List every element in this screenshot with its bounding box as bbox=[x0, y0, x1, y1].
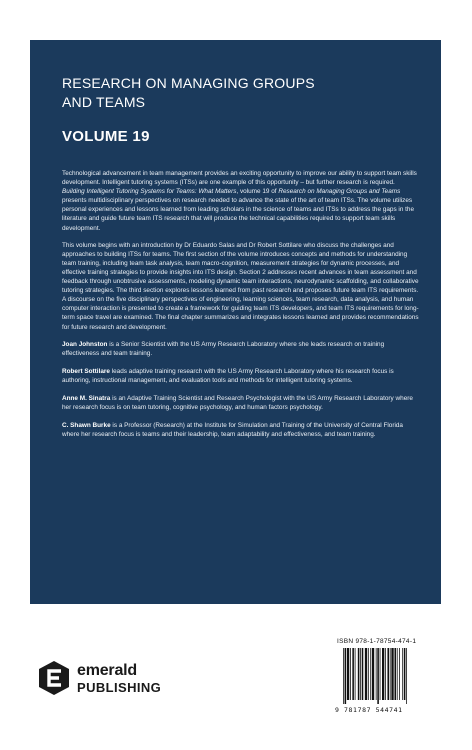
logo-word-emerald: emerald bbox=[77, 662, 137, 679]
series-title-line2: AND TEAMS bbox=[62, 94, 146, 110]
back-cover-panel bbox=[30, 40, 441, 604]
volume-label: VOLUME 19 bbox=[62, 128, 150, 145]
barcode-digits: 9 781787 544741 bbox=[335, 706, 403, 714]
barcode-icon bbox=[343, 648, 439, 704]
blurb-paragraph-2: This volume begins with an introduction by Dr Eduardo Salas and Dr Robert Sottilare who discuss the challenges and approaches to building ITSs for teams. The first section of the volume introduces concepts and methods for understanding team training, including team task analysis, team macro-cognition, measurement strategies for dynamic processes, and effective training strategies to provide insights into ITS design. Section 2 addresses recent advances in team assessment and feedback through unobtrusive assessments, modeling dynamic team interactions, neurodynamic scaffolding, and collaborative tutoring strategies. The third section explores lessons learned from past research and proposes future team ITS requirements. A discourse on the five disciplinary perspectives of engineering, learning sciences, team research, data analysis, and human computer interaction is presented to create a framework for guiding team ITS developers, and team ITS requirements for long-term space travel are examined. The final chapter summarizes and integrates lessons learned and provides recommendations for future research and development. bbox=[62, 241, 419, 331]
isbn-barcode-block bbox=[335, 638, 441, 714]
author-bio-text: leads adaptive training research with the US Army Research Laboratory where his research focus is authoring, instructional management, and evaluation tools and methods for intelligent tutoring systems. bbox=[62, 367, 394, 384]
series-title-line1: RESEARCH ON MANAGING GROUPS bbox=[62, 75, 315, 91]
blurb-text: , volume 19 of bbox=[236, 188, 279, 196]
blurb-text: Technological advancement in team management provides an exciting opportunity to improve our ability to support team skills development. Intelligent tutoring systems (ITSs) are one example of this opportunity – but further research is required. bbox=[62, 170, 417, 187]
isbn-label: ISBN 978-1-78754-474-1 bbox=[337, 638, 417, 645]
author-bio-4 bbox=[62, 421, 419, 439]
author-bio-text: is an Adaptive Training Scientist and Research Psychologist with the US Army Research Laboratory where her research focus is on team tutoring, cognitive psychology, and human factors psychology. bbox=[62, 394, 413, 412]
publisher-logo bbox=[37, 660, 172, 700]
author-bio-1 bbox=[62, 340, 419, 358]
author-name: C. Shawn Burke bbox=[62, 422, 111, 430]
blurb bbox=[62, 169, 419, 439]
book-title: Building Intelligent Tutoring Systems for Teams: What Matters bbox=[62, 188, 237, 196]
blurb-text: presents multidisciplinary perspectives on research needed to advance the state of the art of team ITSs. The volume utilizes personal experiences and lessons learned from leading scholars in the science of teams and ITSs to address the gaps in the literature and guide future team ITS research that will produce the technical capabilities required to support team skills development. bbox=[62, 197, 415, 232]
author-name: Anne M. Sinatra bbox=[62, 394, 111, 402]
logo-word-publishing: PUBLISHING bbox=[77, 680, 162, 695]
author-name: Robert Sottilare bbox=[62, 367, 110, 375]
blurb-paragraph-1 bbox=[62, 169, 419, 233]
author-bio-text: is a Senior Scientist with the US Army Research Laboratory where she leads research on training effectiveness and team training. bbox=[62, 340, 385, 357]
author-name: Joan Johnston bbox=[62, 340, 108, 348]
series-name: Research on Managing Groups and Teams bbox=[278, 188, 401, 196]
series-title bbox=[62, 74, 419, 112]
author-bio-2 bbox=[62, 367, 419, 385]
author-bio-text: is a Professor (Research) at the Institute for Simulation and Training of the University of Central Florida where her research focus is teams and their leadership, team adaptability and effectiveness, and team training. bbox=[62, 422, 403, 439]
emerald-logo-icon bbox=[37, 660, 71, 696]
author-bio-3 bbox=[62, 394, 419, 412]
